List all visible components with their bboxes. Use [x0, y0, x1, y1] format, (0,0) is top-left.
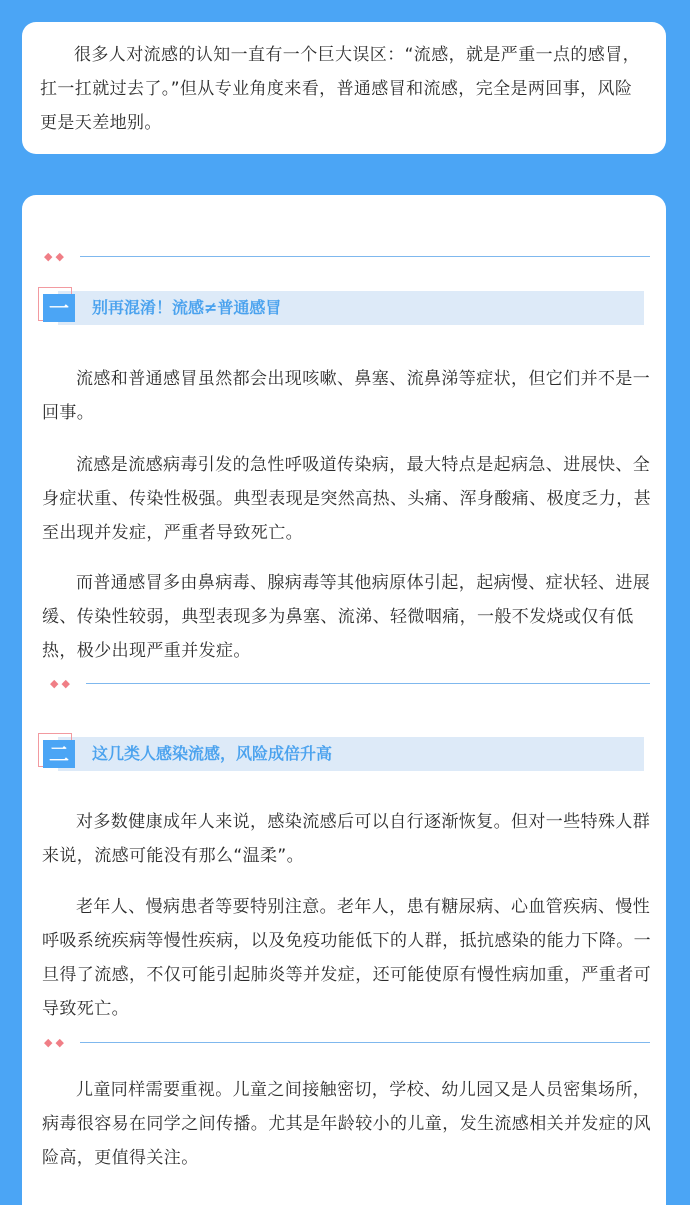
section-divider [50, 677, 650, 691]
section-paragraph: 老年人、慢病患者等要特别注意。老年人，患有糖尿病、心血管疾病、慢性呼吸系统疾病等慢性疾病，以及免疫功能低下的人群，抵抗感染的能力下降。一旦得了流感，不仅可能引起肺炎等并发症，还可能使原有慢性病加重，严重者可导致死亡。 [42, 897, 651, 1019]
intro-card [22, 22, 666, 154]
section-divider [44, 250, 650, 264]
section-title: 这几类人感染流感，风险成倍升高 [92, 744, 333, 763]
article-card [22, 195, 666, 1205]
section-paragraph: 流感和普通感冒虽然都会出现咳嗽、鼻塞、流鼻涕等症状，但它们并不是一回事。 [42, 369, 651, 423]
section-paragraph: 对多数健康成年人来说，感染流感后可以自行逐渐恢复。但对一些特殊人群来说，流感可能没有那么“温柔”。 [42, 812, 651, 866]
diamond-icon: ◆◆ [44, 1036, 67, 1049]
intro-paragraph: 很多人对流感的认知一直有一个巨大误区：“流感，就是严重一点的感冒，扛一扛就过去了。”但从专业角度来看，普通感冒和流感，完全是两回事，风险更是天差地别。 [40, 45, 641, 133]
section-heading-2 [38, 733, 644, 773]
diamond-icon: ◆◆ [50, 677, 73, 690]
section-number: 二 [43, 740, 75, 768]
section-heading-1 [38, 287, 644, 327]
section-title: 别再混淆！流感≠普通感冒 [92, 298, 282, 317]
section-paragraph: 流感是流感病毒引发的急性呼吸道传染病，最大特点是起病急、进展快、全身症状重、传染性极强。典型表现是突然高热、头痛、浑身酸痛、极度乏力，甚至出现并发症，严重者导致死亡。 [42, 455, 651, 543]
section-paragraph: 儿童同样需要重视。儿童之间接触密切，学校、幼儿园又是人员密集场所，病毒很容易在同学之间传播。尤其是年龄较小的儿童，发生流感相关并发症的风险高，更值得关注。 [42, 1080, 651, 1168]
section-divider [44, 1036, 650, 1050]
section-paragraph: 而普通感冒多由鼻病毒、腺病毒等其他病原体引起，起病慢、症状轻、进展缓、传染性较弱，典型表现多为鼻塞、流涕、轻微咽痛，一般不发烧或仅有低热，极少出现严重并发症。 [42, 573, 651, 661]
section-number: 一 [43, 294, 75, 322]
diamond-icon: ◆◆ [44, 250, 67, 263]
